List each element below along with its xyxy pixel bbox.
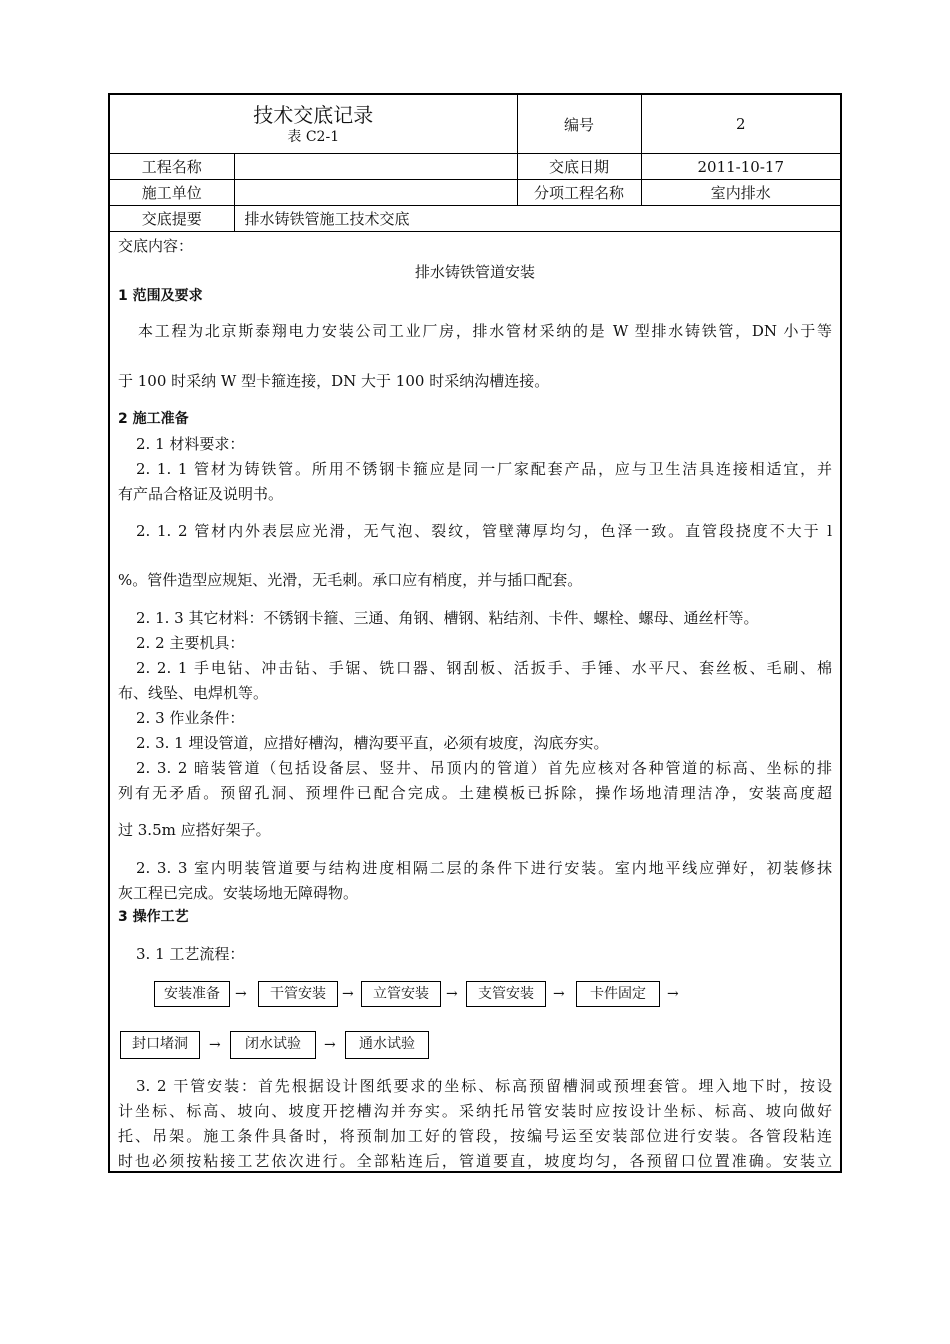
number-label: 编号	[517, 95, 641, 154]
arrow-icon: →	[324, 1037, 336, 1053]
flow-step: 立管安装	[361, 981, 441, 1007]
paragraph: 过 3.5m 应搭好架子。	[118, 821, 271, 839]
arrow-icon: →	[342, 986, 354, 1002]
section-2-title: 2 施工准备	[118, 411, 189, 427]
header-table	[110, 95, 840, 232]
paragraph: 本工程为北京斯泰翔电力安装公司工业厂房，排水管材采纳的是 W 型排水铸铁管，DN 小于等	[138, 322, 832, 340]
paragraph: 2. 3. 1 埋设管道，应措好槽沟，槽沟要平直，必须有坡度，沟底夯实。	[136, 734, 609, 752]
flow-step: 支管安装	[466, 981, 546, 1007]
flow-step: 通水试验	[345, 1031, 429, 1059]
doc-title: 技术交底记录	[253, 103, 374, 127]
paragraph: 2. 3. 3 室内明装管道要与结构进度相隔二层的条件下进行安装。室内地平线应弹好，初装修抹	[136, 859, 832, 877]
paragraph: 2. 2. 1 手电钻、冲击钻、手锯、铣口器、钢刮板、活扳手、手锤、水平尺、套丝板、毛刷、棉	[136, 659, 832, 677]
flow-step: 干管安装	[258, 981, 338, 1007]
paragraph: 时也必须按粘接工艺依次进行。全部粘连后，管道要直，坡度均匀，各预留口位置准确。安装立	[118, 1152, 832, 1170]
paragraph: 2. 3. 2 暗装管道（包括设备层、竖井、吊顶内的管道）首先应核对各种管道的标高、坐标的排	[136, 759, 832, 777]
intro-label: 交底内容：	[118, 237, 194, 255]
section-3-title: 3 操作工艺	[118, 909, 189, 925]
form-number: 表 C2-1	[287, 129, 340, 145]
flow-step: 卡件固定	[576, 981, 660, 1007]
summary-value: 排水铸铁管施工技术交底	[234, 206, 840, 232]
paragraph: 3. 2 干管安装：首先根据设计图纸要求的坐标、标高预留槽洞或预埋套管。埋入地下时，按设	[136, 1077, 832, 1095]
section-1-title: 1 范围及要求	[118, 288, 203, 304]
arrow-icon: →	[235, 986, 247, 1002]
summary-label: 交底提要	[110, 206, 234, 232]
flow-step: 闭水试验	[230, 1031, 316, 1059]
subsection-title: 2. 1 材料要求：	[136, 435, 245, 453]
date-value: 2011-10-17	[641, 154, 840, 180]
paragraph: 灰工程已完成。安装场地无障碍物。	[118, 884, 359, 902]
subproject-label: 分项工程名称	[517, 180, 641, 206]
subsection-title: 2. 3 作业条件：	[136, 709, 245, 727]
paragraph: 2. 1. 2 管材内外表层应光滑，无气泡、裂纹，管壁薄厚均匀，色泽一致。直管段挠度不大于 l	[136, 522, 832, 540]
paragraph: 托、吊架。施工条件具备时，将预制加工好的管段，按编号运至安装部位进行安装。各管段粘连	[118, 1127, 832, 1145]
record-sheet	[108, 93, 842, 1173]
arrow-icon: →	[209, 1037, 221, 1053]
arrow-icon: →	[667, 986, 679, 1002]
project-name-value	[234, 154, 517, 180]
paragraph: 布、线坠、电焊机等。	[118, 684, 269, 702]
contractor-label: 施工单位	[110, 180, 234, 206]
flow-step: 安装准备	[154, 981, 230, 1007]
title-cell	[110, 95, 517, 154]
subsection-title: 2. 2 主要机具：	[136, 634, 245, 652]
subproject-value: 室内排水	[641, 180, 840, 206]
project-name-label: 工程名称	[110, 154, 234, 180]
arrow-icon: →	[553, 986, 565, 1002]
date-label: 交底日期	[517, 154, 641, 180]
paragraph: 2. 1. 1 管材为铸铁管。所用不锈钢卡箍应是同一厂家配套产品，应与卫生洁具连接相适宜，并	[136, 460, 832, 478]
arrow-icon: →	[446, 986, 458, 1002]
paragraph: 于 100 时采纳 W 型卡箍连接，DN 大于 100 时采纳沟槽连接。	[118, 372, 550, 390]
contractor-value	[234, 180, 517, 206]
paragraph: 计坐标、标高、坡向、坡度开挖槽沟并夯实。采纳托吊管安装时应按设计坐标、标高、坡向做好	[118, 1102, 832, 1120]
paragraph: 2. 1. 3 其它材料：不锈钢卡箍、三通、角钢、槽钢、粘结剂、卡件、螺栓、螺母、通丝杆等。	[136, 609, 759, 627]
paragraph: %。管件造型应规矩、光滑，无毛刺。承口应有梢度，并与插口配套。	[118, 571, 583, 589]
content-heading: 排水铸铁管道安装	[414, 263, 535, 281]
flow-step: 封口堵洞	[120, 1031, 200, 1059]
subsection-title: 3. 1 工艺流程：	[136, 945, 245, 963]
paragraph: 列有无矛盾。预留孔洞、预埋件已配合完成。土建模板已拆除，操作场地清理洁净，安装高度超	[118, 784, 832, 802]
number-value: 2	[641, 95, 840, 154]
paragraph: 有产品合格证及说明书。	[118, 485, 284, 503]
